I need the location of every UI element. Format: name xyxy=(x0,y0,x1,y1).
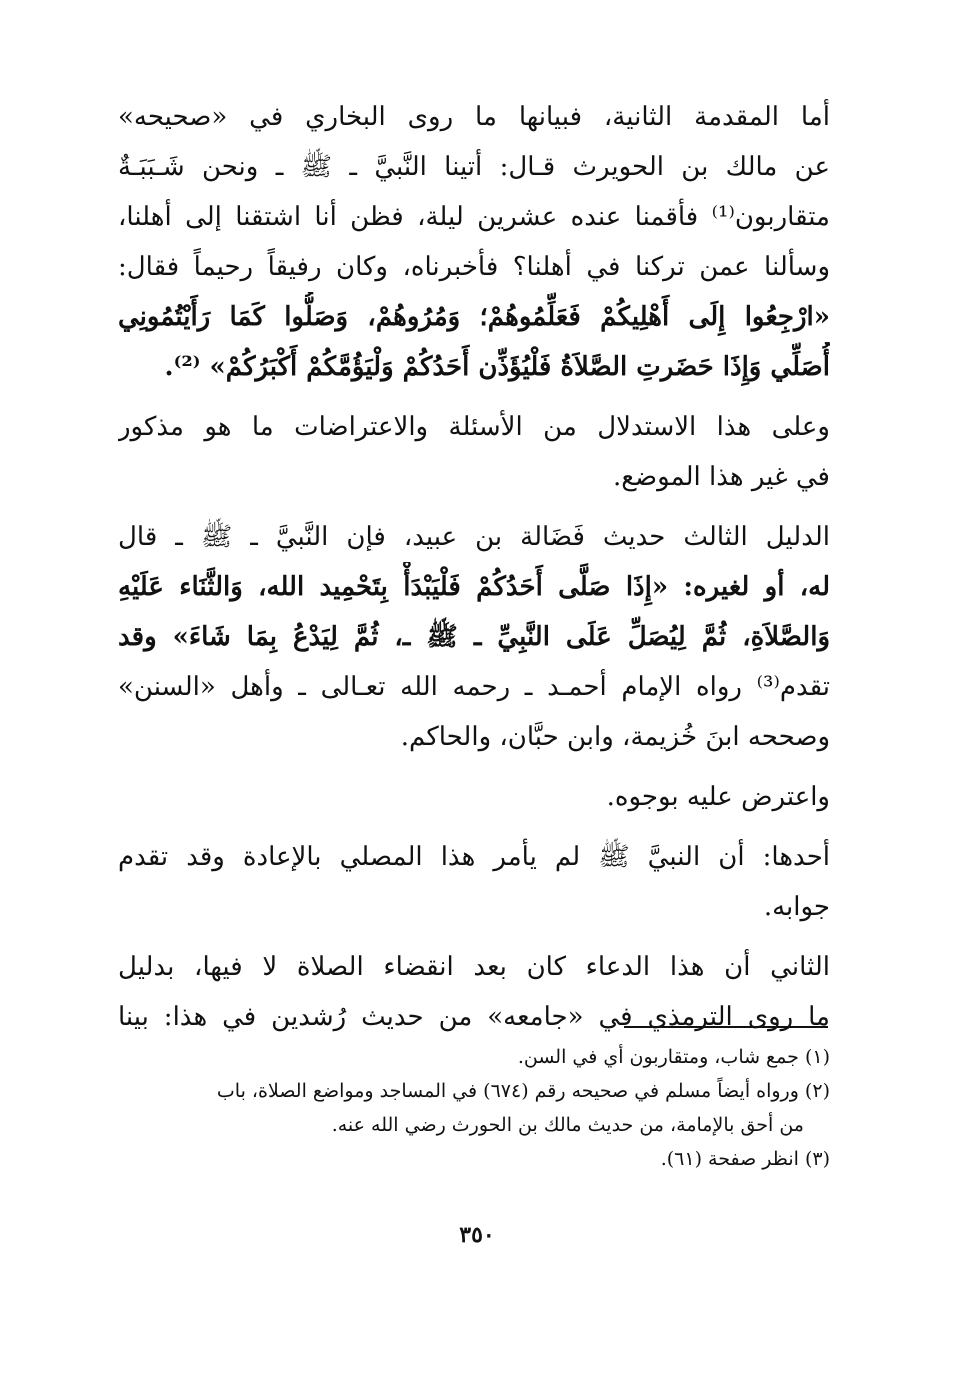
footnote-divider xyxy=(624,1026,828,1028)
text-line: أما المقدمة الثانية، فبيانها ما روى البخاري في «صحيحه» xyxy=(118,102,830,132)
text-line: واعترض عليه بوجوه. xyxy=(606,782,830,812)
footnote-3: (٣) انظر صفحة (٦١). xyxy=(660,1148,830,1170)
paragraph-first-objection xyxy=(118,832,830,932)
text-line: جوابه. xyxy=(763,892,830,922)
footnote-2-continuation: من أحق بالإمامة، من حديث مالك بن الحورث رضي الله عنه. xyxy=(331,1114,804,1136)
footnote-2: (٢) ورواه أيضاً مسلم في صحيحه رقم (٦٧٤) في المساجد ومواضع الصلاة، باب xyxy=(216,1080,830,1102)
text-line: وسألنا عمن تركنا في أهلنا؟ فأخبرناه، وكان رفيقاً رحيماً فقال: xyxy=(118,252,830,282)
text-line: في غير هذا الموضع. xyxy=(612,462,830,492)
text-line: الدليل الثالث حديث فَضَالة بن عبيد، فإن النَّبيَّ ـ ﷺ ـ قال xyxy=(118,522,830,552)
page-number: ٣٥٠ xyxy=(459,1222,495,1248)
hadith-text-line: أُصَلِّي وَإِذَا حَضَرتِ الصَّلاَةُ فَلْيُؤَذِّن أَحَدُكُمْ وَلْيَؤُمَّكُمْ أَكْبَرُكُمْ» ⁽²⁾. xyxy=(164,352,830,382)
paragraph-second-premise xyxy=(118,92,830,392)
text-line: أحدها: أن النبيَّ ﷺ لم يأمر هذا المصلي بالإعادة وقد تقدم xyxy=(118,842,830,872)
footnotes xyxy=(118,1040,830,1176)
text-line: متقاربون⁽¹⁾ فأقمنا عنده عشرين ليلة، فظن أنا اشتقنا إلى أهلنا، xyxy=(118,202,830,232)
text-line: وصححه ابنَ خُزيمة، وابن حبَّان، والحاكم. xyxy=(400,722,830,752)
hadith-text-line: وَالصَّلاَةِ، ثُمَّ لِيُصَلِّ عَلَى النَّبِيِّ ـ ﷺ ـ، ثُمَّ لِيَدْعُ بِمَا شَاءَ» وقد xyxy=(118,622,830,652)
text-line: عن مالك بن الحويرث قـال: أتينا النَّبيَّ ـ ﷺ ـ ونحن شَـبَبَـةٌ xyxy=(118,152,830,182)
paragraph-objections-note xyxy=(118,402,830,502)
page-body xyxy=(118,92,830,1052)
text-line: الثاني أن هذا الدعاء كان بعد انقضاء الصلاة لا فيها، بدليل xyxy=(118,952,830,982)
text-line: وعلى هذا الاستدلال من الأسئلة والاعتراضات ما هو مذكور xyxy=(118,412,830,442)
text-line: تقدم⁽³⁾ رواه الإمام أحمـد ـ رحمه الله تعـالى ـ وأهل «السنن» xyxy=(118,672,830,702)
footnote-1: (١) جمع شاب، ومتقاربون أي في السن. xyxy=(517,1046,830,1068)
text-line: ما روى الترمذي في «جامعه» من حديث رُشدين في هذا: بينا xyxy=(118,1002,830,1032)
hadith-text-line: «ارْجِعُوا إِلَى أَهْلِيكُمْ فَعَلِّمُوهُمْ؛ وَمُرُوهُمْ، وَصَلُّوا كَمَا رَأَيْتُمُونِي xyxy=(118,302,830,332)
paragraph-objections-intro xyxy=(118,772,830,822)
hadith-text-line: له، أو لغيره: «إِذَا صَلَّى أَحَدُكُمْ فَلْيَبْدَأْ بِتَحْمِيد الله، وَالثَّنَاء عَلَيْهِ xyxy=(118,572,830,602)
paragraph-third-evidence xyxy=(118,512,830,762)
